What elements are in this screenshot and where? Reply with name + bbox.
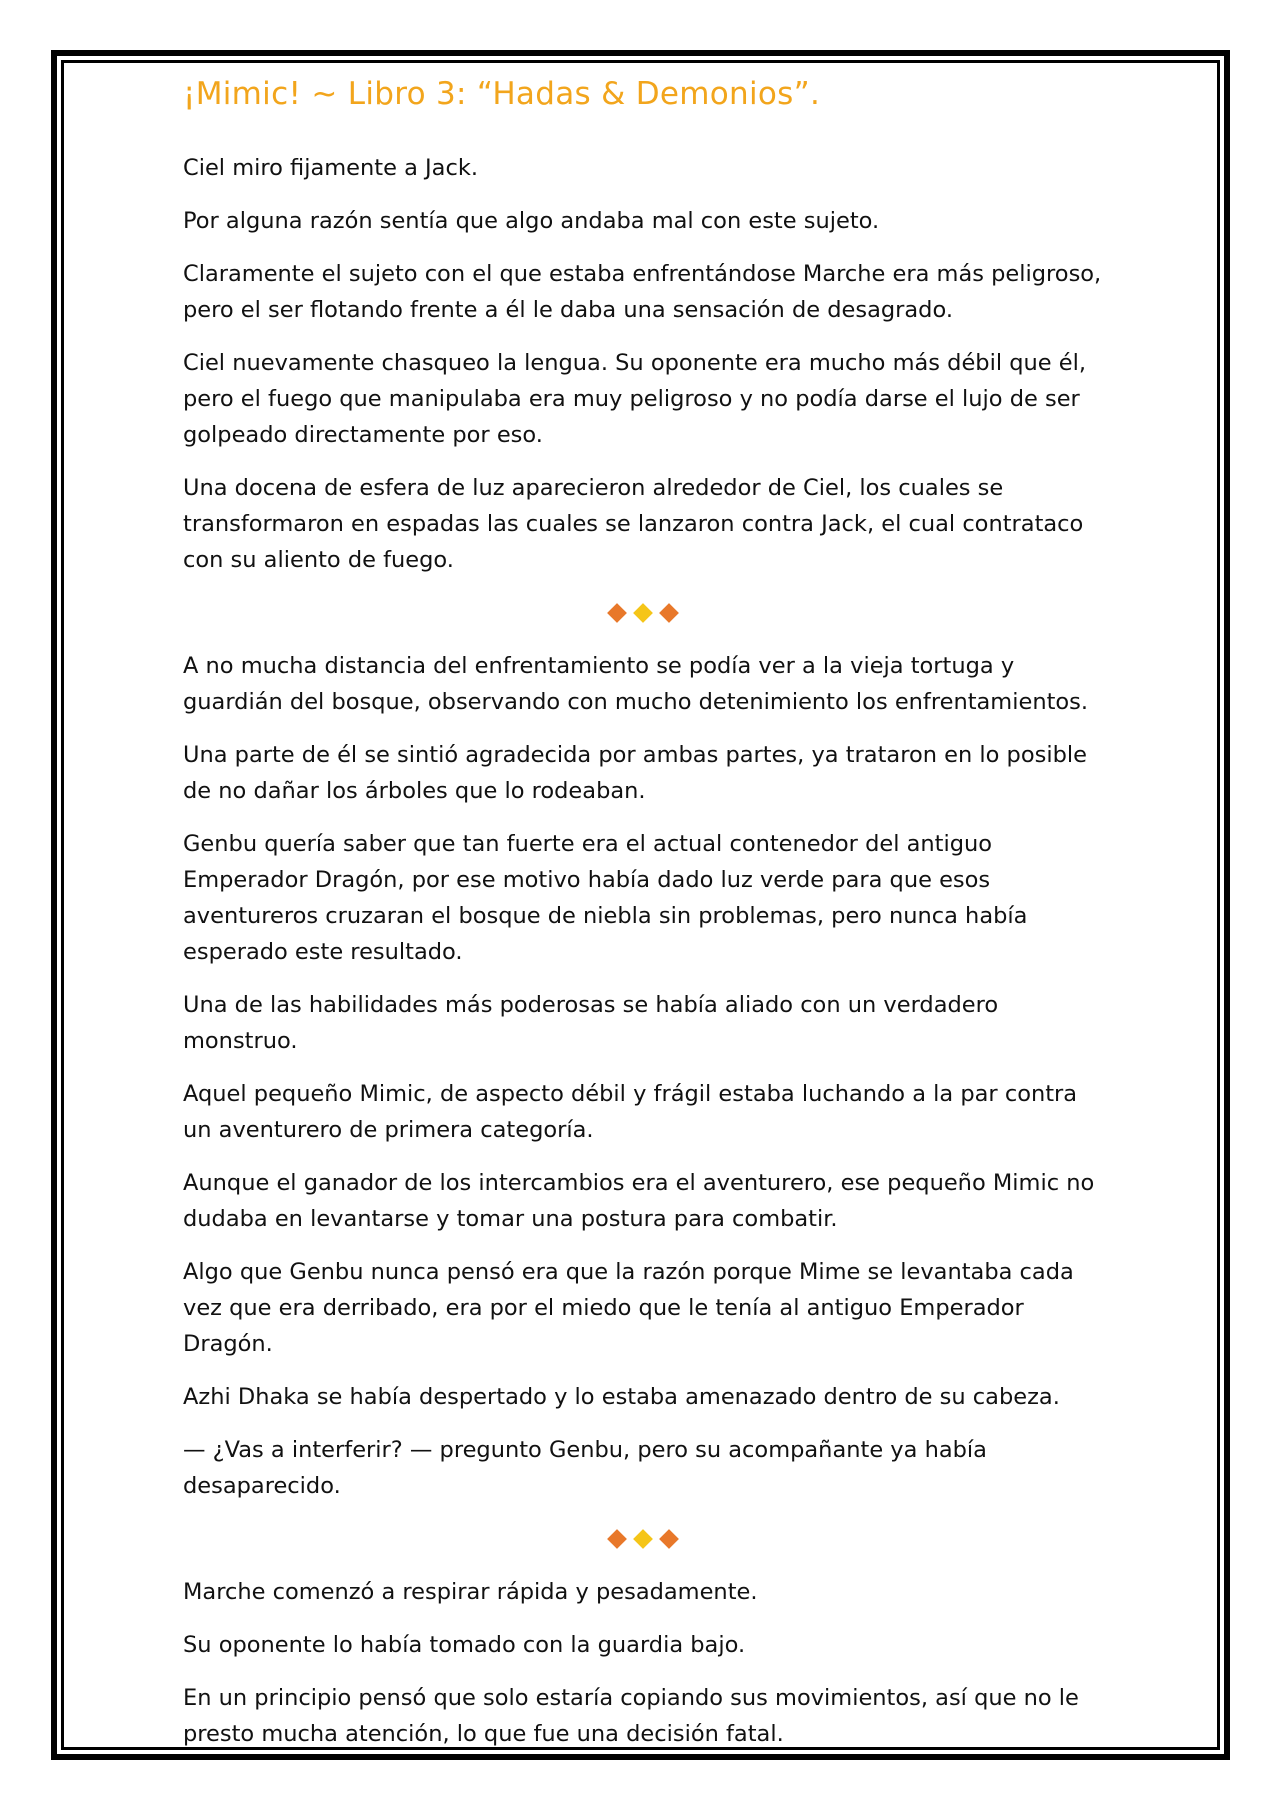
diamond-icon [607, 1529, 627, 1549]
paragraph: Marche comenzó a respirar rápida y pesadamente. [183, 1579, 758, 1605]
diamond-icon [659, 1529, 679, 1549]
paragraph: Claramente el sujeto con el que estaba enfrentándose Marche era más peligroso, pero el ser flotando frente a él le daba una sensación de desagrado. [183, 261, 1102, 323]
paragraph: Una docena de esfera de luz aparecieron alrededor de Ciel, los cuales se transformaron en espadas las cuales se lanzaron contra Jack, el cual contrataco con su aliento de fuego. [183, 475, 1084, 573]
section-separator [183, 595, 1103, 631]
paragraph: Por alguna razón sentía que algo andaba mal con este sujeto. [183, 208, 880, 234]
diamond-icon [659, 603, 679, 623]
document-body [183, 150, 1103, 1769]
paragraph: Algo que Genbu nunca pensó era que la razón porque Mime se levantaba cada vez que era derribado, era por el miedo que le tenía al antiguo Emperador Dragón. [183, 1259, 1074, 1357]
paragraph: Una de las habilidades más poderosas se había aliado con un verdadero monstruo. [183, 992, 999, 1054]
section-separator [183, 1521, 1103, 1557]
paragraph: Ciel nuevamente chasqueo la lengua. Su oponente era mucho más débil que él, pero el fuego que manipulaba era muy peligroso y no podía darse el lujo de ser golpeado directamente por eso. [183, 350, 1087, 448]
diamond-icon [607, 603, 627, 623]
page-header-title: ¡Mimic! ~ Libro 3: “Hadas & Demonios”. [183, 76, 821, 112]
paragraph: Genbu quería saber que tan fuerte era el actual contenedor del antiguo Emperador Dragón, por ese motivo había dado luz verde para que esos aventureros cruzaran el bosque de niebla sin problemas, pero nunca había esperado este resultado. [183, 831, 1028, 965]
diamond-icon [633, 603, 653, 623]
paragraph: En un principio pensó que solo estaría copiando sus movimientos, así que no le presto mucha atención, lo que fue una decisión fatal. [183, 1685, 1079, 1747]
paragraph: Ciel miro fijamente a Jack. [183, 155, 479, 181]
paragraph: Aquel pequeño Mimic, de aspecto débil y frágil estaba luchando a la par contra un aventurero de primera categoría. [183, 1081, 1078, 1143]
paragraph: Aunque el ganador de los intercambios era el aventurero, ese pequeño Mimic no dudaba en levantarse y tomar una postura para combatir. [183, 1170, 1095, 1232]
diamond-icon [633, 1529, 653, 1549]
paragraph: A no mucha distancia del enfrentamiento se podía ver a la vieja tortuga y guardián del bosque, observando con mucho detenimiento los enfrentamientos. [183, 653, 1089, 715]
paragraph: Su oponente lo había tomado con la guardia bajo. [183, 1632, 746, 1658]
paragraph: Azhi Dhaka se había despertado y lo estaba amenazado dentro de su cabeza. [183, 1384, 1060, 1410]
paragraph: Una parte de él se sintió agradecida por ambas partes, ya trataron en lo posible de no dañar los árboles que lo rodeaban. [183, 742, 1087, 804]
paragraph: — ¿Vas a interferir? — pregunto Genbu, pero su acompañante ya había desaparecido. [183, 1437, 987, 1499]
